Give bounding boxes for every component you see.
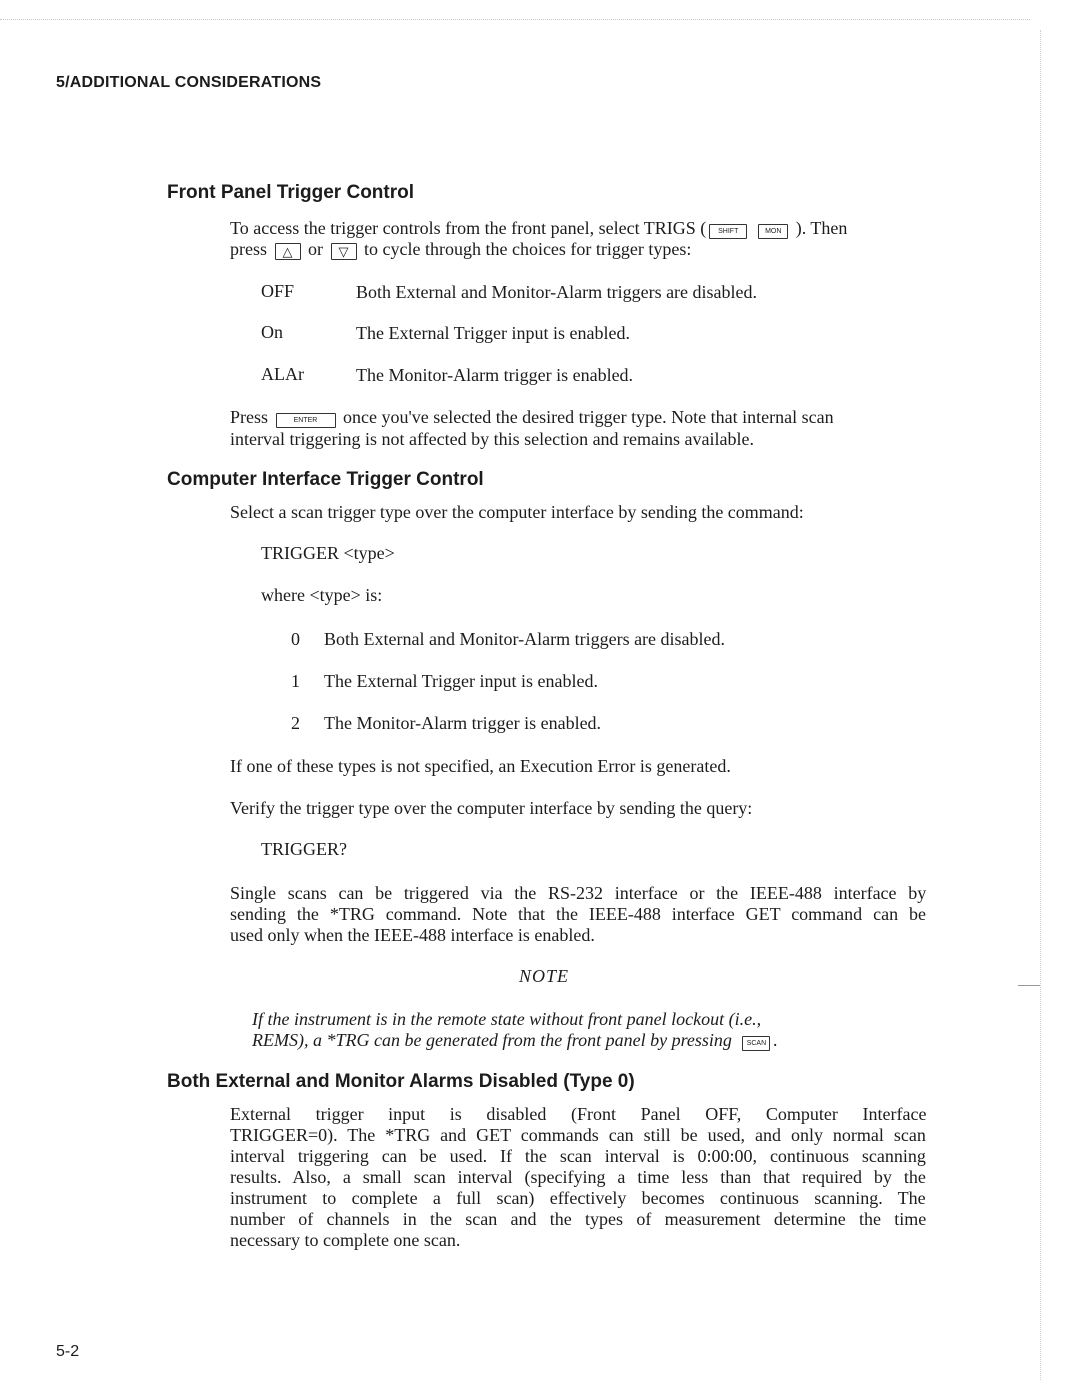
note-line-2: REMS), a *TRG can be generated from the front panel by pressing SCAN . [252,1030,778,1050]
front-panel-intro-line-2: press △ or ▽ to cycle through the choices for trigger types: [230,239,692,259]
down-arrow-key-icon: ▽ [331,243,357,260]
type-0-desc: Both External and Monitor-Alarm triggers are disabled. [324,629,726,649]
option-off-desc: Both External and Monitor-Alarm triggers are disabled. [356,282,758,302]
option-alar-term: ALAr [261,364,304,384]
execution-error-text: If one of these types is not specified, an Execution Error is generated. [230,756,731,776]
heading-both-disabled: Both External and Monitor Alarms Disabled (Type 0) [167,1071,635,1092]
heading-computer-interface: Computer Interface Trigger Control [167,469,484,490]
enter-key-icon: ENTER [276,413,336,428]
heading-front-panel: Front Panel Trigger Control [167,182,415,203]
scan-key-icon: SCAN [742,1036,770,1051]
mon-key-icon: MON [758,224,788,239]
type-1-num: 1 [291,671,300,691]
type-2-desc: The Monitor-Alarm trigger is enabled. [324,713,602,733]
right-scan-border [1040,30,1041,1380]
both-line-2: TRIGGER=0). The *TRG and GET commands can still be used, and only normal scan [230,1125,926,1145]
both-line-6: number of channels in the scan and the types of measurement determine the time [230,1209,927,1229]
trigger-query: TRIGGER? [261,839,347,859]
margin-tick [1018,985,1040,986]
both-line-4: results. Also, a small scan interval (specifying a time less than that required by the [230,1167,926,1187]
both-line-1: External trigger input is disabled (Front Panel OFF, Computer Interface [230,1104,927,1124]
both-line-7: necessary to complete one scan. [230,1230,461,1250]
single-scan-line-1: Single scans can be triggered via the RS-232 interface or the IEEE-488 interface by [230,883,927,903]
shift-key-icon: SHIFT [709,224,747,239]
verify-text: Verify the trigger type over the computer interface by sending the query: [230,798,753,818]
computer-intro: Select a scan trigger type over the computer interface by sending the command: [230,502,804,522]
press-enter-line-2: interval triggering is not affected by this selection and remains available. [230,429,754,449]
page-number: 5-2 [56,1343,80,1360]
type-2-num: 2 [291,713,300,733]
single-scan-line-2: sending the *TRG command. Note that the IEEE-488 interface GET command can be [230,904,926,924]
front-panel-intro-line-1: To access the trigger controls from the front panel, select TRIGS ( SHIFT MON ). Then [230,218,848,238]
option-alar-desc: The Monitor-Alarm trigger is enabled. [356,365,634,385]
where-type: where <type> is: [261,585,383,605]
single-scan-line-3: used only when the IEEE-488 interface is enabled. [230,925,595,945]
press-enter-line-1: Press ENTER once you've selected the desired trigger type. Note that internal scan [230,407,834,427]
option-on-desc: The External Trigger input is enabled. [356,323,630,343]
option-on-term: On [261,322,283,342]
type-0-num: 0 [291,629,300,649]
running-header: 5/ADDITIONAL CONSIDERATIONS [56,74,322,91]
up-arrow-key-icon: △ [275,243,301,260]
note-line-1: If the instrument is in the remote state without front panel lockout (i.e., [252,1009,762,1029]
option-off-term: OFF [261,281,295,301]
top-scan-border [0,19,1030,20]
trigger-command: TRIGGER <type> [261,543,395,563]
both-line-3: interval triggering can be used. If the scan interval is 0:00:00, continuous scanning [230,1146,926,1166]
both-line-5: instrument to complete a full scan) effectively becomes continuous scanning. The [230,1188,926,1208]
type-1-desc: The External Trigger input is enabled. [324,671,598,691]
note-title: NOTE [519,966,570,986]
